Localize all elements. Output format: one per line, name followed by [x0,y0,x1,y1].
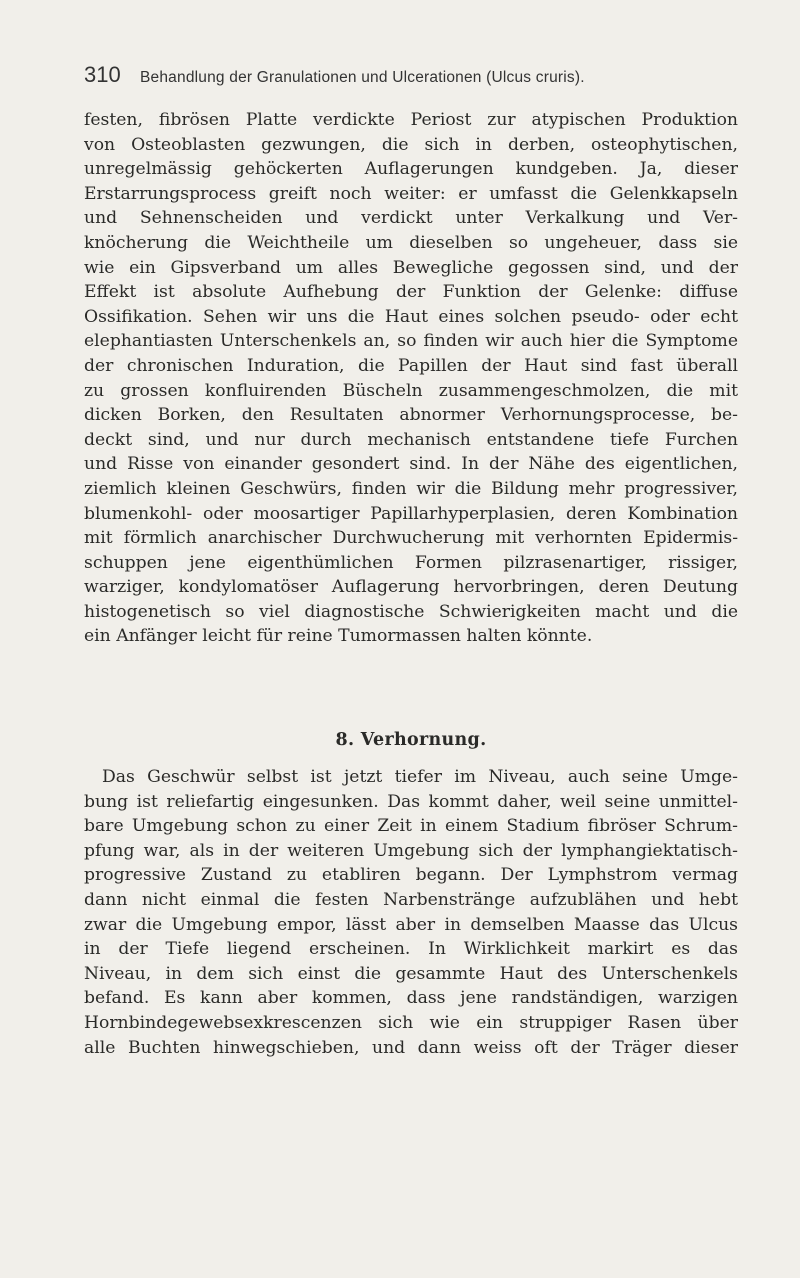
paragraph-1 [84,108,738,649]
text-line: alle Buchten hinwegschieben, und dann weiss oft der Träger dieser [84,1037,738,1058]
text-line: Das Geschwür selbst ist jetzt tiefer im Niveau, auch seine Umge- [102,767,738,787]
paragraph-2 [84,765,738,1060]
text-line: wie ein Gipsverband um alles Bewegliche gegossen sind, und der [84,257,738,278]
running-title: Behandlung der Granulationen und Ulcerationen (Ulcus cruris). [140,69,585,86]
text-line: blumenkohl- oder moosartiger Papillarhyperplasien, deren Kombination [84,503,738,524]
text-line: der chronischen Induration, die Papillen der Haut sind fast überall [84,355,738,376]
text-line: Ossifikation. Sehen wir uns die Haut eines solchen pseudo- oder echt [84,306,738,327]
section-heading: 8. Verhornung. [335,730,487,750]
text-line: deckt sind, und nur durch mechanisch entstandene tiefe Furchen [84,429,738,450]
text-line: befand. Es kann aber kommen, dass jene randständigen, warzigen [84,988,738,1009]
text-line: pfung war, als in der weiteren Umgebung sich der lymphangiektatisch- [84,840,738,861]
text-line: und Sehnenscheiden und verdickt unter Verkalkung und Ver- [84,208,738,229]
text-line: bare Umgebung schon zu einer Zeit in einem Stadium fibröser Schrum- [84,816,738,837]
text-line: und Risse von einander gesondert sind. In der Nähe des eigentlichen, [84,454,738,475]
text-line: unregelmässig gehöckerten Auflagerungen kundgeben. Ja, dieser [84,159,738,180]
text-line: mit förmlich anarchischer Durchwucherung mit verhornten Epidermis- [84,528,738,549]
text-line: von Osteoblasten gezwungen, die sich in derben, osteophytischen, [84,134,738,155]
text-line: festen, fibrösen Platte verdickte Periost zur atypischen Produktion [84,110,738,130]
text-line: Erstarrungsprocess greift noch weiter: er umfasst die Gelenkkapseln [84,183,738,204]
text-line: knöcherung die Weichtheile um dieselben so ungeheuer, dass sie [84,232,738,253]
text-line: histogenetisch so viel diagnostische Schwierigkeiten macht und die [84,601,738,622]
text-line: elephantiasten Unterschenkels an, so finden wir auch hier die Symptome [84,331,738,352]
text-line: zwar die Umgebung empor, lässt aber in demselben Maasse das Ulcus [84,914,738,935]
text-line: ziemlich kleinen Geschwürs, finden wir die Bildung mehr progressiver, [84,478,738,499]
text-line: dicken Borken, den Resultaten abnormer Verhornungsprocesse, be- [84,405,738,426]
text-line: bung ist reliefartig eingesunken. Das kommt daher, weil seine unmittel- [84,791,738,812]
text-line: zu grossen konfluirenden Büscheln zusammengeschmolzen, die mit [84,380,738,401]
text-line: Hornbindegewebsexkrescenzen sich wie ein struppiger Rasen über [84,1012,738,1033]
text-line: schuppen jene eigenthümlichen Formen pilzrasenartiger, rissiger, [84,552,738,573]
text-line: ein Anfänger leicht für reine Tumormassen halten könnte. [84,626,593,647]
page-header [84,62,744,92]
text-line: progressive Zustand zu etabliren begann. Der Lymphstrom vermag [84,865,738,886]
page-number: 310 [84,62,121,87]
text-line: warziger, kondylomatöser Auflagerung hervorbringen, deren Deutung [84,577,738,598]
text-line: Effekt ist absolute Aufhebung der Funktion der Gelenke: diffuse [84,282,738,303]
text-line: Niveau, in dem sich einst die gesammte Haut des Unterschenkels [84,963,738,984]
text-line: in der Tiefe liegend erscheinen. In Wirklichkeit markirt es das [84,939,738,960]
text-line: dann nicht einmal die festen Narbenstränge aufzublähen und hebt [84,889,738,910]
